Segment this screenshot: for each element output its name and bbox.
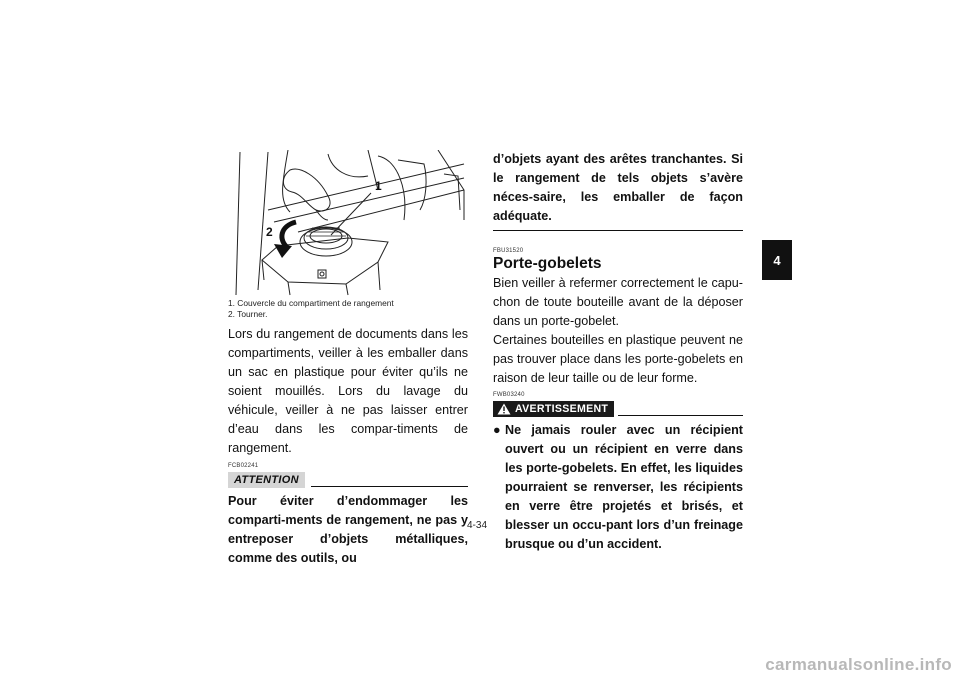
bullet-dot-icon: ●: [493, 423, 501, 437]
callout-2: 2: [266, 225, 273, 239]
cup-holder-paragraph-2: Certaines bouteilles en plastique peuvent ne pas trouver place dans les porte-gobelets en raison de leur taille ou de leur forme.: [493, 333, 743, 385]
warning-rule: [618, 415, 743, 416]
attention-text-end: d’objets ayant des arêtes tranchantes. Si le rangement de tels objets s’avère néces-saire, les emballer de façon adéquate.: [493, 152, 743, 223]
caption-1: 1. Couvercle du compartiment de rangement: [228, 298, 394, 308]
attention-code: FCB02241: [228, 463, 259, 469]
warning-bullet: [493, 421, 743, 554]
callout-1: 1: [375, 179, 382, 193]
warning-badge: [493, 401, 614, 417]
warning-code: FWB03240: [493, 392, 525, 398]
chapter-tab: 4: [762, 240, 792, 280]
attention-text-start: Pour éviter d’endommager les comparti-ments de rangement, ne pas y entreposer d’objets métalliques, comme des outils, ou: [228, 494, 468, 565]
caption-2: 2. Tourner.: [228, 308, 268, 319]
watermark: carmanualsonline.info: [765, 655, 952, 674]
storage-compartment-illustration: [228, 150, 468, 296]
right-column: [493, 150, 743, 554]
attention-label: ATTENTION: [228, 472, 305, 488]
page-number: 4-34: [467, 520, 488, 531]
warning-bullet-text: Ne jamais rouler avec un récipient ouvert ou un récipient en verre dans les porte-gobelets. En effet, les liquides pourraient se renverser, les récipients en verre être projetés et brisés, et blesser un occu-pant lors d’un freinage brusque ou d’un accident.: [505, 423, 743, 551]
section-title: Porte-gobelets: [493, 255, 602, 272]
warning-header: [493, 401, 743, 417]
warning-triangle-icon: [497, 403, 511, 415]
storage-compartment-figure: [228, 150, 468, 296]
figure-captions: [228, 298, 468, 319]
cup-holder-paragraph-1: Bien veiller à refermer correctement le capu-chon de toute bouteille avant de la déposer dans un porte-gobelet.: [493, 276, 743, 328]
warning-label: AVERTISSEMENT: [515, 403, 609, 415]
storage-paragraph: Lors du rangement de documents dans les compartiments, veiller à les emballer dans un sac en plastique pour éviter qu’ils ne soient mouillés. Lors du lavage du véhicule, veiller à ne pas laisser entrer d’eau dans les compar-timents de rangement.: [228, 327, 468, 455]
left-column: [228, 150, 468, 568]
attention-rule: [311, 486, 468, 487]
attention-end-rule: [493, 230, 743, 231]
attention-header: [228, 472, 468, 488]
section-code: FBU31520: [493, 248, 524, 254]
